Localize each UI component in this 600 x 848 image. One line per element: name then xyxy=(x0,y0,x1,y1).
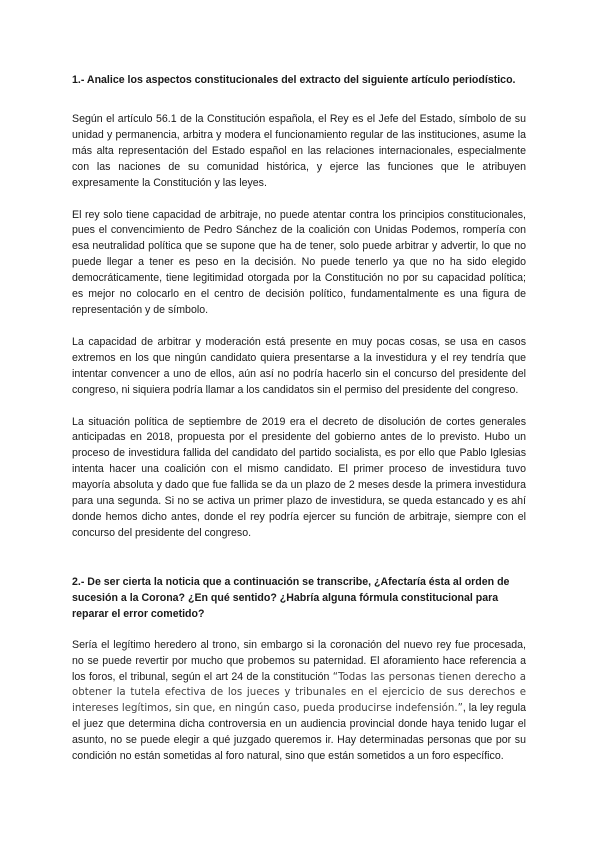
answer-text-before-quote: Sería el legítimo heredero al trono, sin embargo si la coronación del nuevo rey fue procesada, no se puede revertir por mucho que probemos su paternidad. El aforamiento hace referencia a los foros, el tribunal, según el art 24 de la constitución xyxy=(72,638,526,683)
constitution-article-24-quote: “Todas las personas tienen derecho a obtener la tutela efectiva de los jueces y tribunales en el ejercicio de sus derechos e intereses legítimos, sin que, en ningún caso, pueda producirse indefensión.” xyxy=(72,671,526,715)
question-2-paragraph xyxy=(72,638,526,765)
question-1-paragraph-4: La situación política de septiembre de 2019 era el decreto de disolución de cortes generales anticipadas en 2018, propuesta por el presidente del gobierno antes de lo previsto. Hubo un proceso de investidura fallida del candidato del partido socialista, es por ello que Pablo Iglesias intenta hacer una coalición con el mismo candidato. El primer proceso de investidura tuvo mayoría absoluta y dado que fue fallida se da un plazo de 2 meses desde la primera investidura para una segunda. Si no se activa un primer plazo de investidura, se queda estancado y es ahí donde hemos dicho antes, donde el rey podría ejercer su función de arbitraje, siempre con el concurso del presidente del congreso. xyxy=(72,415,526,539)
question-1-paragraph-2: El rey solo tiene capacidad de arbitraje, no puede atentar contra los principios constitucionales, pues el convencimiento de Pedro Sánchez de la coalición con Unidas Podemos, rompería con esa neutralidad política que se supone que ha de tener, solo puede arbitrar y advertir, lo que no puede llegar a tener es peso en la decisión. No puede tenerlo ya que no ha sido elegido democráticamente, tiene legitimidad otorgada por la Constitución no por su capacidad política; es mejor no colocarlo en el centro de decisión político, fundamentalmente es una figura de representación y de símbolo. xyxy=(72,208,526,316)
question-1-paragraph-1: Según el artículo 56.1 de la Constitución española, el Rey es el Jefe del Estado, símbolo de su unidad y permanencia, arbitra y modera el funcionamiento regular de las instituciones, asume la más alta representación del Estado español en las relaciones internacionales, especialmente con las naciones de su comunidad histórica, y ejerce las funciones que le atribuyen expresamente la Constitución y las leyes. xyxy=(72,113,526,189)
question-2-heading: 2.- De ser cierta la noticia que a continuación se transcribe, ¿Afectaría ésta al orden de sucesión a la Corona? ¿En qué sentido? ¿Habría alguna fórmula constitucional para reparar el error cometido? xyxy=(72,575,510,620)
question-1-heading: 1.- Analice los aspectos constitucionales del extracto del siguiente artículo periodístico. xyxy=(72,74,516,86)
answer-text-after-quote: , la ley regula el juez que determina dicha controversia en un audiencia provincial donde haya tenido lugar el asunto, no se puede elegir a qué juzgado queremos ir. Hay determinadas personas que por su condición no están sometidas al foro natural, sino que están sometidos a un foro específico. xyxy=(72,702,526,763)
question-1-paragraph-3: La capacidad de arbitrar y moderación está presente en muy pocas cosas, se usa en casos extremos en los que ningún candidato quiera presentarse a la investidura y el rey tendría que intentar convencer a uno de ellos, aún así no podría hacerlo sin el concurso del presidente del congreso, ni siquiera podría llamar a los candidatos sin el permiso del presidente del congreso. xyxy=(72,335,526,396)
document-page xyxy=(72,72,526,765)
